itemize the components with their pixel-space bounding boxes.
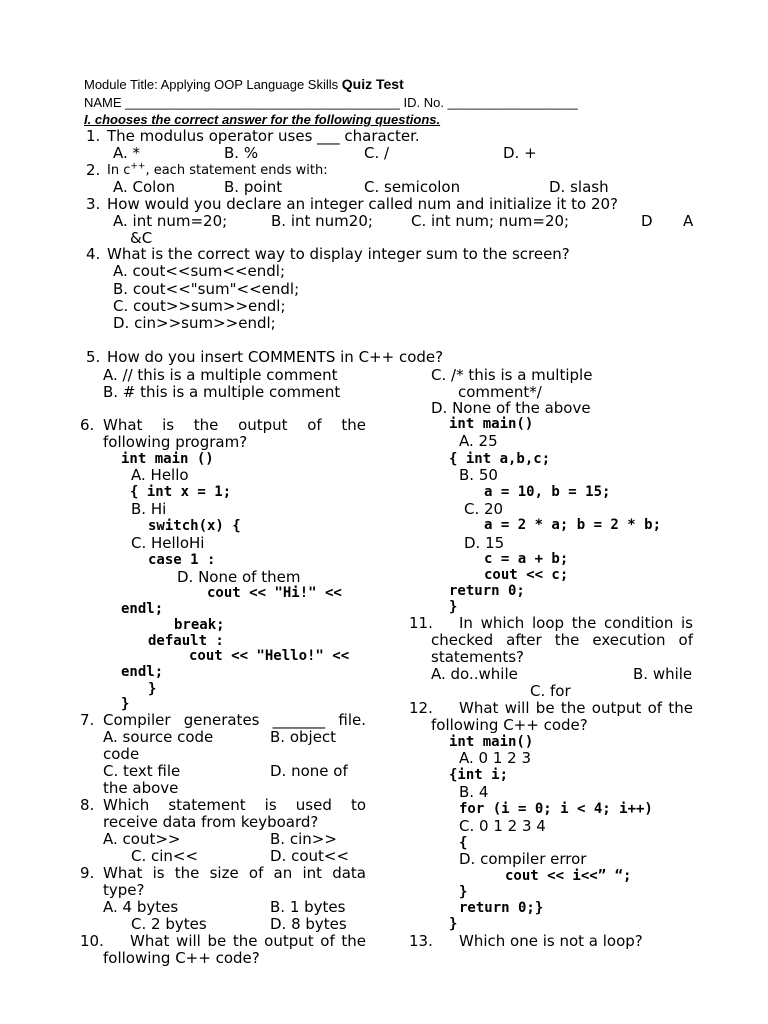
q5-text: How do you insert COMMENTS in C++ code? [107,348,444,366]
q4-option-b: B. cout<<"sum"<<endl; [113,280,300,298]
q2-option-a: A. Colon [113,178,176,196]
q12-number: 12. [409,699,433,717]
q4-option-c: C. cout>>sum>>endl; [113,297,286,315]
q9-text-line1: What is the size of an int data [103,864,366,882]
q3-option-b: B. int num20; [271,212,373,230]
q7-number: 7. [80,711,95,729]
q7-option-c: C. text file [103,762,181,780]
module-title: Module Title: Applying OOP Language Skills Quiz Test [84,76,404,92]
q6-option-d: D. None of them [177,568,301,586]
q5-number: 5. [86,348,101,366]
q10-code-line: return 0; [449,583,525,599]
q10-code-line: a = 2 * a; b = 2 * b; [484,517,662,533]
q11-option-c: C. for [530,682,571,700]
q11-number: 11. [409,614,433,632]
q9-number: 9. [80,864,95,882]
q6-code-line: { int x = 1; [130,484,232,500]
q8-text-line1: Which statement is used to [103,796,366,814]
q3-option-d-end: &C [130,229,153,247]
q3-option-d-cont: A [683,212,694,230]
q10-text-line2: following C++ code? [103,949,260,967]
q11-option-a: A. do..while [431,665,518,683]
q9-option-d: D. 8 bytes [270,915,347,933]
q3-option-a: A. int num=20; [113,212,228,230]
q8-option-d: D. cout<< [270,847,350,865]
q10-code-line: { int a,b,c; [449,451,551,467]
q5-option-b: B. # this is a multiple comment [103,383,341,401]
q12-option-a: A. 0 1 2 3 [459,749,532,767]
q3-number: 3. [86,195,101,213]
q5-option-c: C. /* this is a multiple [431,366,593,384]
q12-option-d: D. compiler error [459,850,587,868]
q3-text: How would you declare an integer called num and initialize it to 20? [107,195,619,213]
q10-code-line: } [449,599,458,615]
q8-option-a: A. cout>> [103,830,181,848]
q1-text: The modulus operator uses ___ character. [107,127,420,145]
q6-code-line: default : [148,633,224,649]
q2-option-b: B. point [224,178,283,196]
q12-code-line: { [459,835,468,851]
q6-code-line: cout << "Hi!" << [207,585,342,601]
q8-option-c: C. cin<< [131,847,199,865]
q4-option-a: A. cout<<sum<<endl; [113,262,286,280]
q12-code-line: int main() [449,734,534,750]
q7-option-a-cont: code [103,745,140,763]
q8-number: 8. [80,796,95,814]
q11-text-line3: statements? [431,648,525,666]
q3-option-c: C. int num; num=20; [411,212,570,230]
q1-option-c: C. / [364,144,390,162]
q7-option-a: A. source code [103,728,214,746]
q7-option-d: D. none of [270,762,348,780]
q1-option-d: D. + [503,144,537,162]
q6-code-line: cout << "Hello!" << [189,648,350,664]
q10-option-c: C. 20 [464,500,504,518]
q3-option-d: D [641,212,653,230]
q2-option-d: D. slash [549,178,609,196]
q6-code-line: break; [174,617,225,633]
q4-number: 4. [86,245,101,263]
q1-option-a: A. * [113,144,141,162]
q7-text: Compiler generates _______ file. [103,711,366,729]
q10-option-d: D. 15 [464,534,505,552]
q11-text-line2: checked after the execution of [431,631,693,649]
q6-code-line: int main () [121,451,214,467]
q8-option-b: B. cin>> [270,830,337,848]
q2-text: In c++, each statement ends with: [107,161,328,178]
q9-option-b: B. 1 bytes [270,898,346,916]
q5-option-c-cont: comment*/ [458,383,542,401]
q13-number: 13. [409,932,433,950]
q6-text-line2: following program? [103,433,248,451]
q12-text-line2: following C++ code? [431,716,588,734]
q6-code-line: endl; [121,664,164,680]
q6-option-b: B. Hi [131,500,167,518]
q6-code-line: endl; [121,601,164,617]
q12-code-line: } [449,916,458,932]
q10-code-line: a = 10, b = 15; [484,484,611,500]
q10-text-line1: What will be the output of the [130,932,366,950]
q5-option-a: A. // this is a multiple comment [103,366,338,384]
q10-option-a: A. 25 [459,432,498,450]
q12-option-c: C. 0 1 2 3 4 [459,817,546,835]
q12-option-b: B. 4 [459,783,489,801]
q4-text: What is the correct way to display integer sum to the screen? [107,245,570,263]
q12-text-line1: What will be the output of the [459,699,693,717]
q6-code-line: switch(x) { [148,518,241,534]
q10-option-b: B. 50 [459,466,498,484]
q12-code-line: return 0;} [459,900,544,916]
q11-text-line1: In which loop the condition is [459,614,693,632]
q6-option-c: C. HelloHi [131,534,205,552]
q11-option-b: B. while [633,665,693,683]
q6-number: 6. [80,416,95,434]
q12-code-line: for (i = 0; i < 4; i++) [459,801,653,817]
q2-number: 2. [86,161,101,179]
name-id-line: NAME ______________________________________ ID. No. __________________ [84,95,578,110]
quiz-title: Quiz Test [341,76,404,92]
q4-option-d: D. cin>>sum>>endl; [113,314,276,332]
q1-number: 1. [86,127,101,145]
q7-option-c-cont: the above [103,779,179,797]
q10-code-line: c = a + b; [484,551,569,567]
q13-text: Which one is not a loop? [459,932,643,950]
q6-code-line: } [148,681,157,697]
q6-code-line: } [121,696,130,712]
q10-code-line: int main() [449,416,534,432]
q8-text-line2: receive data from keyboard? [103,813,319,831]
q6-code-line: case 1 : [148,552,216,568]
q1-option-b: B. % [224,144,259,162]
q9-option-c: C. 2 bytes [131,915,207,933]
q10-number: 10. [80,932,104,950]
q12-code-line: } [459,884,468,900]
q12-code-line: {int i; [449,767,509,783]
q9-text-line2: type? [103,881,145,899]
q2-option-c: C. semicolon [364,178,461,196]
q7-option-b: B. object [270,728,337,746]
instruction: I. chooses the correct answer for the following questions. [84,112,441,127]
q12-code-line: cout << i<<” “; [505,868,632,884]
q5-option-d: D. None of the above [431,399,591,417]
q6-text-line1: What is the output of the [103,416,366,434]
q10-code-line: cout << c; [484,567,569,583]
q9-option-a: A. 4 bytes [103,898,179,916]
q6-option-a: A. Hello [131,466,189,484]
